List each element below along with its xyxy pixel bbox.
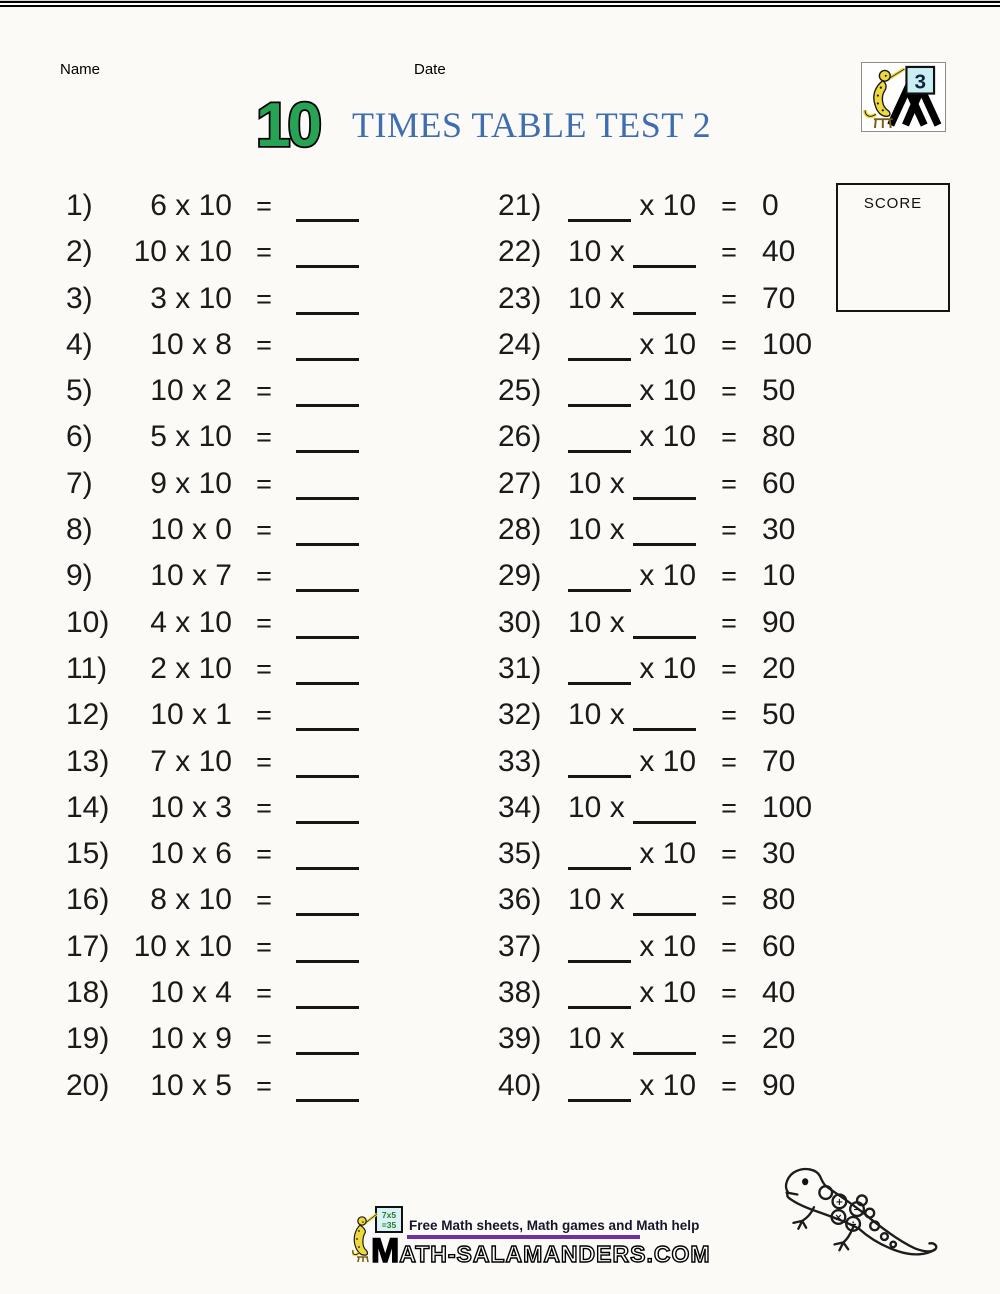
problem-row: [66, 646, 376, 692]
answer-blank[interactable]: [296, 543, 359, 546]
problem-expression: 10 x 8: [150, 327, 232, 361]
problem-expression: 10 x 2: [150, 374, 232, 408]
expression-suffix: x 10: [631, 976, 697, 1010]
problem-row: [66, 183, 376, 229]
problem-number: 29): [498, 559, 542, 593]
answer-blank[interactable]: [633, 265, 696, 268]
mini-salamander-icon: [352, 1205, 406, 1263]
equals-sign: =: [721, 931, 737, 962]
answer-value: 80: [762, 420, 796, 454]
problem-number: 13): [66, 744, 110, 778]
answer-value: 100: [762, 327, 813, 361]
problem-number: 2): [66, 235, 93, 269]
equals-sign: =: [256, 746, 272, 777]
problem-expression: 10 x 6: [150, 837, 232, 871]
problem-expression: [568, 276, 703, 322]
problem-expression: [568, 507, 703, 553]
problem-expression: [568, 368, 703, 414]
answer-blank[interactable]: [568, 1099, 631, 1102]
expression-suffix: x 10: [631, 1068, 697, 1102]
answer-value: 90: [762, 605, 796, 639]
problem-expression: 4 x 10: [150, 605, 232, 639]
problem-number: 21): [498, 189, 542, 222]
problem-number: 4): [66, 327, 93, 361]
equals-sign: =: [256, 931, 272, 962]
problem-row: [498, 414, 838, 460]
equals-sign: =: [721, 792, 737, 823]
expression-suffix: x 10: [631, 420, 697, 454]
equals-sign: =: [256, 329, 272, 360]
equals-sign: =: [721, 237, 737, 268]
equals-sign: =: [721, 700, 737, 731]
board-line-1: 7x5: [381, 1210, 397, 1220]
times-icon: ×: [834, 1212, 843, 1224]
answer-blank[interactable]: [296, 867, 359, 870]
answer-blank[interactable]: [633, 636, 696, 639]
problem-row: [498, 229, 838, 275]
equals-sign: =: [721, 653, 737, 684]
expression-suffix: x 10: [631, 189, 697, 222]
problem-expression: 9 x 10: [150, 466, 232, 500]
answer-blank[interactable]: [296, 589, 359, 592]
problem-number: 36): [498, 883, 542, 917]
expression-prefix: 10 x: [568, 513, 634, 547]
answer-value: 30: [762, 837, 796, 871]
score-label: SCORE: [863, 195, 923, 212]
problem-expression: 2 x 10: [150, 651, 232, 685]
equals-sign: =: [721, 746, 737, 777]
salamander-logo: [861, 62, 946, 132]
problem-number: 40): [498, 1068, 542, 1102]
answer-blank[interactable]: [633, 543, 696, 546]
problem-number: 37): [498, 929, 542, 963]
problem-expression: [568, 739, 703, 785]
problem-number: 27): [498, 466, 542, 500]
answer-value: 50: [762, 374, 796, 408]
answer-blank[interactable]: [296, 1052, 359, 1055]
problem-number: 12): [66, 698, 110, 732]
answer-blank[interactable]: [633, 312, 696, 315]
problem-row: [498, 877, 838, 923]
answer-value: 60: [762, 929, 796, 963]
answer-blank[interactable]: [296, 265, 359, 268]
problem-number: 35): [498, 837, 542, 871]
answer-blank[interactable]: [296, 219, 359, 222]
expression-suffix: x 10: [631, 929, 697, 963]
problem-expression: 10 x 7: [150, 559, 232, 593]
problem-number: 6): [66, 420, 93, 454]
problem-row: [498, 276, 838, 322]
problem-expression: [568, 553, 703, 599]
problem-row: [66, 414, 376, 460]
problem-expression: 10 x 1: [150, 698, 232, 732]
problem-expression: [568, 322, 703, 368]
answer-value: 10: [762, 559, 796, 593]
problem-row: [66, 785, 376, 831]
problem-expression: [568, 924, 703, 970]
problem-expression: 10 x 9: [150, 1022, 232, 1056]
equals-sign: =: [721, 978, 737, 1009]
equals-sign: =: [721, 191, 737, 221]
problem-number: 19): [66, 1022, 110, 1056]
problem-row: [66, 739, 376, 785]
equals-sign: =: [256, 422, 272, 453]
expression-prefix: 10 x: [568, 466, 634, 500]
problem-row: [66, 692, 376, 738]
answer-value: 90: [762, 1068, 796, 1102]
problem-expression: [568, 831, 703, 877]
answer-value: 0: [762, 189, 779, 222]
answer-blank[interactable]: [296, 728, 359, 731]
gecko-illustration: [768, 1158, 993, 1276]
problem-expression: [568, 877, 703, 923]
equals-sign: =: [256, 376, 272, 407]
problem-expression: 10 x 0: [150, 513, 232, 547]
problem-number: 1): [66, 189, 93, 222]
problem-row: [66, 1016, 376, 1062]
problem-row: [498, 692, 838, 738]
problem-number: 18): [66, 976, 110, 1010]
answer-value: 80: [762, 883, 796, 917]
problem-row: [498, 739, 838, 785]
answer-blank[interactable]: [296, 775, 359, 778]
equals-sign: =: [721, 607, 737, 638]
equals-sign: =: [256, 700, 272, 731]
problem-expression: 7 x 10: [150, 744, 232, 778]
answer-blank[interactable]: [568, 450, 631, 453]
equals-sign: =: [721, 376, 737, 407]
answer-blank[interactable]: [568, 404, 631, 407]
problem-row: [498, 785, 838, 831]
answer-value: 30: [762, 513, 796, 547]
answer-blank[interactable]: [296, 821, 359, 824]
answer-blank[interactable]: [633, 821, 696, 824]
problem-row: [66, 553, 376, 599]
problem-row: [498, 1063, 838, 1109]
problem-number: 31): [498, 651, 542, 685]
problem-number: 16): [66, 883, 110, 917]
problem-number: 10): [66, 605, 110, 639]
problem-expression: [568, 229, 703, 275]
answer-blank[interactable]: [296, 682, 359, 685]
minus-icon: −: [853, 1204, 861, 1216]
expression-prefix: 10 x: [568, 698, 634, 732]
expression-prefix: 10 x: [568, 281, 634, 315]
problem-row: [498, 1016, 838, 1062]
problem-number: 33): [498, 744, 542, 778]
problem-expression: [568, 692, 703, 738]
top-double-rule: [0, 0, 1000, 7]
problem-row: [498, 507, 838, 553]
equals-sign: =: [721, 422, 737, 453]
problem-row: [66, 600, 376, 646]
title-number: 10: [256, 91, 319, 160]
problem-row: [498, 831, 838, 877]
problem-expression: [568, 183, 703, 229]
problem-expression: [568, 970, 703, 1016]
equals-sign: =: [721, 515, 737, 546]
problem-number: 8): [66, 513, 93, 547]
answer-value: 40: [762, 976, 796, 1010]
answer-value: 100: [762, 790, 813, 824]
expression-suffix: x 10: [631, 559, 697, 593]
expression-suffix: x 10: [631, 374, 697, 408]
problem-number: 15): [66, 837, 110, 871]
problem-expression: [568, 646, 703, 692]
equals-sign: =: [256, 237, 272, 268]
problem-row: [498, 553, 838, 599]
answer-blank[interactable]: [568, 867, 631, 870]
equals-sign: =: [721, 329, 737, 360]
equals-sign: =: [256, 283, 272, 314]
problem-row: [66, 276, 376, 322]
expression-prefix: 10 x: [568, 790, 634, 824]
problem-expression: [568, 600, 703, 646]
problem-number: 14): [66, 790, 110, 824]
answer-blank[interactable]: [296, 404, 359, 407]
answer-blank[interactable]: [633, 497, 696, 500]
answer-value: 70: [762, 281, 796, 315]
answer-value: 60: [762, 466, 796, 500]
problem-number: 30): [498, 605, 542, 639]
problem-expression: 10 x 4: [150, 976, 232, 1010]
problem-expression: [568, 414, 703, 460]
equals-sign: =: [256, 561, 272, 592]
problem-number: 25): [498, 374, 542, 408]
problem-expression: 10 x 10: [133, 929, 232, 963]
problem-expression: 5 x 10: [150, 420, 232, 454]
problem-row: [66, 322, 376, 368]
answer-blank[interactable]: [568, 960, 631, 963]
problem-expression: [568, 1016, 703, 1062]
problem-number: 39): [498, 1022, 542, 1056]
footer-tagline: Free Math sheets, Math games and Math help: [409, 1218, 700, 1233]
expression-prefix: 10 x: [568, 1022, 634, 1056]
problem-number: 3): [66, 281, 93, 315]
problem-row: [498, 600, 838, 646]
equals-sign: =: [721, 1070, 737, 1101]
problem-row: [66, 229, 376, 275]
answer-blank[interactable]: [633, 1052, 696, 1055]
equals-sign: =: [256, 839, 272, 870]
equals-sign: =: [256, 885, 272, 916]
answer-blank[interactable]: [296, 913, 359, 916]
problem-expression: 3 x 10: [150, 281, 232, 315]
problem-row: [498, 970, 838, 1016]
problem-number: 34): [498, 790, 542, 824]
answer-blank[interactable]: [296, 358, 359, 361]
board-line-2: =35: [381, 1220, 397, 1230]
expression-suffix: x 10: [631, 744, 697, 778]
problem-expression: 6 x 10: [150, 189, 232, 222]
problem-number: 28): [498, 513, 542, 547]
equals-sign: =: [721, 885, 737, 916]
problem-number: 17): [66, 929, 110, 963]
problem-number: 20): [66, 1068, 110, 1102]
equals-sign: =: [721, 1024, 737, 1055]
problem-row: [66, 877, 376, 923]
equals-sign: =: [256, 468, 272, 499]
answer-blank[interactable]: [568, 775, 631, 778]
equals-sign: =: [256, 515, 272, 546]
equals-sign: =: [721, 839, 737, 870]
footer-brand-block: [352, 1203, 711, 1275]
answer-blank[interactable]: [296, 1099, 359, 1102]
equals-sign: =: [256, 978, 272, 1009]
problem-expression: 10 x 10: [133, 235, 232, 269]
expression-prefix: 10 x: [568, 235, 634, 269]
answer-blank[interactable]: [633, 728, 696, 731]
answer-value: 70: [762, 744, 796, 778]
expression-prefix: 10 x: [568, 883, 634, 917]
problem-number: 7): [66, 466, 93, 500]
answer-blank[interactable]: [568, 1006, 631, 1009]
answer-blank[interactable]: [296, 312, 359, 315]
salamander-logo-icon: [862, 63, 945, 131]
answer-blank[interactable]: [568, 589, 631, 592]
answer-blank[interactable]: [568, 219, 631, 222]
problem-row: [66, 507, 376, 553]
problem-row: [498, 322, 838, 368]
expression-suffix: x 10: [631, 651, 697, 685]
equals-sign: =: [721, 468, 737, 499]
problem-number: 26): [498, 420, 542, 454]
equals-sign: =: [256, 607, 272, 638]
answer-blank[interactable]: [296, 497, 359, 500]
problem-expression: 10 x 5: [150, 1068, 232, 1102]
problems-column-right: [498, 183, 838, 1109]
problem-expression: [568, 1063, 703, 1109]
problem-expression: [568, 461, 703, 507]
problem-number: 23): [498, 281, 542, 315]
problem-number: 22): [498, 235, 542, 269]
answer-blank[interactable]: [568, 358, 631, 361]
equals-sign: =: [721, 561, 737, 592]
problem-number: 11): [66, 651, 108, 685]
problem-number: 38): [498, 976, 542, 1010]
problem-expression: 10 x 3: [150, 790, 232, 824]
answer-value: 50: [762, 698, 796, 732]
equals-sign: =: [256, 1024, 272, 1055]
problem-row: [498, 646, 838, 692]
problem-row: [66, 1063, 376, 1109]
problem-expression: [568, 785, 703, 831]
top-rule-shadow: [0, 0, 1000, 1]
problem-number: 9): [66, 559, 93, 593]
date-label: Date: [414, 61, 446, 78]
problem-row: [66, 970, 376, 1016]
problem-row: [66, 368, 376, 414]
equals-sign: =: [256, 792, 272, 823]
problem-expression: 8 x 10: [150, 883, 232, 917]
problems-column-left: [66, 183, 376, 1109]
footer-brand-text: MATH-SALAMANDERS.COM: [371, 1232, 711, 1270]
equals-sign: =: [721, 283, 737, 314]
answer-blank[interactable]: [296, 1006, 359, 1009]
answer-value: 20: [762, 651, 796, 685]
problem-row: [498, 461, 838, 507]
problem-row: [66, 924, 376, 970]
problem-number: 32): [498, 698, 542, 732]
equals-sign: =: [256, 191, 272, 221]
answer-value: 20: [762, 1022, 796, 1056]
answer-blank[interactable]: [633, 913, 696, 916]
problem-row: [66, 461, 376, 507]
problem-row: [498, 924, 838, 970]
problem-row: [498, 368, 838, 414]
logo-badge-number: 3: [914, 70, 927, 94]
expression-suffix: x 10: [631, 837, 697, 871]
page-title: TIMES TABLE TEST 2: [352, 105, 712, 145]
problem-row: [66, 831, 376, 877]
answer-blank[interactable]: [568, 682, 631, 685]
equals-sign: =: [256, 653, 272, 684]
problem-number: 5): [66, 374, 93, 408]
answer-blank[interactable]: [296, 960, 359, 963]
score-box: [836, 183, 950, 312]
name-label: Name: [60, 61, 101, 78]
plus-icon: +: [835, 1196, 844, 1208]
answer-blank[interactable]: [296, 636, 359, 639]
expression-prefix: 10 x: [568, 605, 634, 639]
equals-sign: =: [256, 1070, 272, 1101]
answer-blank[interactable]: [296, 450, 359, 453]
divide-icon: ÷: [849, 1219, 857, 1231]
problem-number: 24): [498, 327, 542, 361]
answer-value: 40: [762, 235, 796, 269]
expression-suffix: x 10: [631, 327, 697, 361]
problem-row: [498, 183, 838, 229]
